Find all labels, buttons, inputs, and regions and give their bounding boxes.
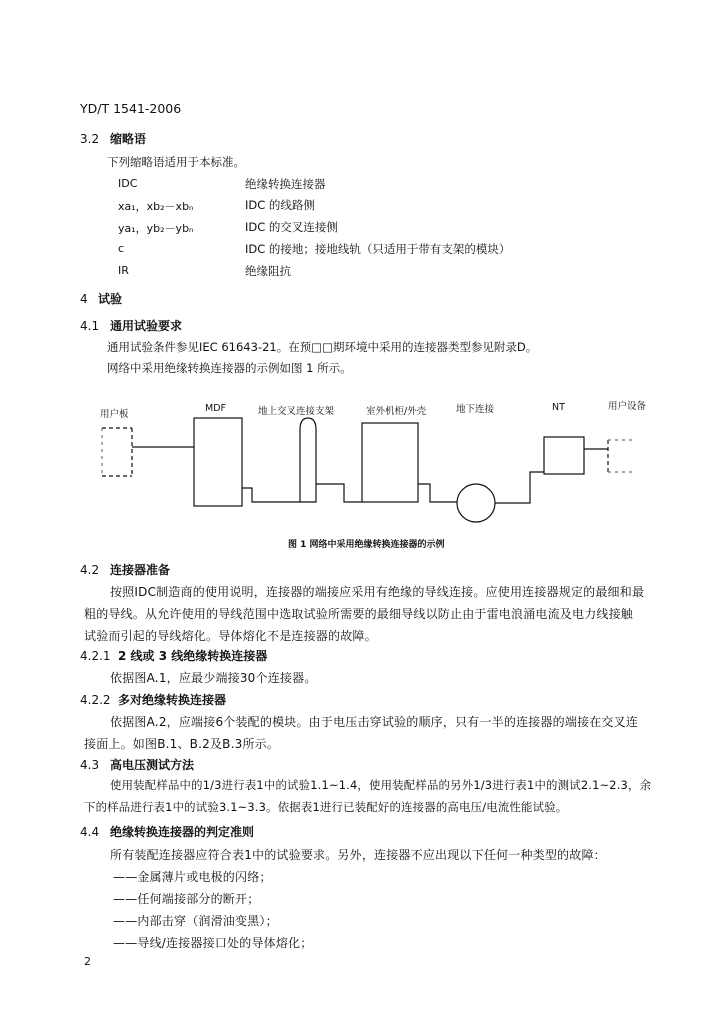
outdoor-cabinet: [362, 423, 418, 502]
connection-line: [418, 484, 457, 502]
abbr-term: xa₁，xb₂－xbₙ: [118, 200, 194, 213]
mdf-frame: [194, 418, 242, 506]
standard-number: YD/T 1541-2006: [80, 101, 182, 116]
abbr-def: 绝缘转换连接器: [245, 177, 326, 191]
label-mdf: MDF: [205, 403, 226, 414]
section-4-2-heading: [80, 561, 170, 578]
abbr-def: IDC 的接地；接地线轨（只适用于带有支架的模块）: [245, 242, 511, 256]
list-item: ——导线/连接器接口处的导体熔化；: [113, 936, 313, 950]
paragraph-line: 使用装配样品中的1/3进行表1中的试验1.1~1.4，使用装配样品的另外1/3进行表1中的测试2.1~2.3，余: [110, 778, 652, 792]
section-4-3-heading: [80, 756, 194, 773]
page-number: 2: [84, 955, 91, 968]
user-board-symbol: [102, 428, 132, 476]
figure-caption: 图 1 网络中采用绝缘转换连接器的示例: [288, 540, 445, 550]
cross-connect-box: [300, 418, 316, 502]
section-title: 绝缘转换连接器的判定准则: [110, 825, 255, 839]
abbr-def: 绝缘阻抗: [245, 264, 291, 278]
paragraph-line: 接面上。如图B.1、B.2及B.3所示。: [84, 737, 280, 751]
abbr-intro: 下列缩略语适用于本标准。: [107, 155, 245, 169]
paragraph: 网络中采用绝缘转换连接器的示例如图 1 所示。: [107, 361, 352, 375]
section-4-2-2-heading: [80, 691, 226, 708]
underground-splice: [457, 484, 495, 522]
section-title: 通用试验要求: [110, 319, 183, 333]
section-title: 多对绝缘转换连接器: [118, 693, 227, 707]
section-title: 高电压测试方法: [110, 758, 195, 772]
paragraph-line: 粗的导线。从允许使用的导线范围中选取试验所需要的最细导线以防止由于雷电浪涌电流及电力线接触: [84, 607, 634, 621]
section-number: 3.2: [80, 132, 100, 146]
paragraph: 通用试验条件参见IEC 61643-21。在预□□期环境中采用的连接器类型参见附录D。: [107, 340, 538, 354]
connection-line: [316, 484, 362, 502]
list-item: ——内部击穿（润滑油变黑）；: [113, 914, 278, 928]
connection-line: [495, 472, 544, 503]
abbr-def: IDC 的线路侧: [245, 198, 315, 212]
section-number: 4.3: [80, 758, 100, 772]
paragraph-line: 试验而引起的导线熔化。导体熔化不是连接器的故障。: [84, 629, 377, 643]
section-number: 4.2.1: [80, 649, 111, 663]
label-user-board: 用户板: [100, 409, 129, 420]
paragraph-line: 依据图A.2，应端接6个装配的模块。由于电压击穿试验的顺序，只有一半的连接器的端接在交叉连: [110, 715, 639, 729]
section-title: 2 线或 3 线绝缘转换连接器: [118, 649, 268, 663]
section-title: 试验: [98, 292, 123, 306]
label-cabinet: 室外机柜/外壳: [366, 406, 427, 417]
label-user-equipment: 用户设备: [608, 401, 647, 412]
paragraph-line: 下的样品进行表1中的试验3.1~3.3。依据表1进行已装配好的连接器的高电压/电流性能试验。: [84, 800, 568, 814]
abbr-term: c: [118, 242, 125, 255]
paragraph-line: 按照IDC制造商的使用说明，连接器的端接应采用有绝缘的导线连接。应使用连接器规定的最细和最: [110, 585, 645, 599]
section-number: 4.4: [80, 825, 100, 839]
section-number: 4.2.2: [80, 693, 111, 707]
nt-box: [544, 437, 584, 474]
paragraph: 所有装配连接器应符合表1中的试验要求。另外，连接器不应出现以下任何一种类型的故障：: [110, 848, 606, 862]
abbr-term: ya₁，yb₂－ybₙ: [118, 222, 194, 235]
label-nt: NT: [552, 402, 565, 413]
section-title: 连接器准备: [110, 563, 171, 577]
section-title: 缩略语: [110, 132, 147, 146]
paragraph: 依据图A.1，应最少端接30个连接器。: [110, 671, 317, 685]
connection-line: [242, 488, 300, 502]
section-4-4-heading: [80, 823, 254, 840]
section-4-2-1-heading: [80, 647, 267, 664]
list-item: ——金属薄片或电极的闪络；: [113, 870, 272, 884]
abbr-term: IDC: [118, 177, 138, 190]
section-number: 4.2: [80, 563, 100, 577]
section-number: 4.1: [80, 319, 100, 333]
list-item: ——任何端接部分的断开；: [113, 892, 260, 906]
user-equipment-symbol: [608, 440, 632, 472]
label-underground: 地下连接: [456, 404, 495, 415]
abbr-term: IR: [118, 264, 129, 277]
label-cross-connect: 地上交叉连接支架: [258, 406, 335, 417]
abbr-def: IDC 的交叉连接侧: [245, 220, 338, 234]
section-number: 4: [80, 292, 88, 306]
